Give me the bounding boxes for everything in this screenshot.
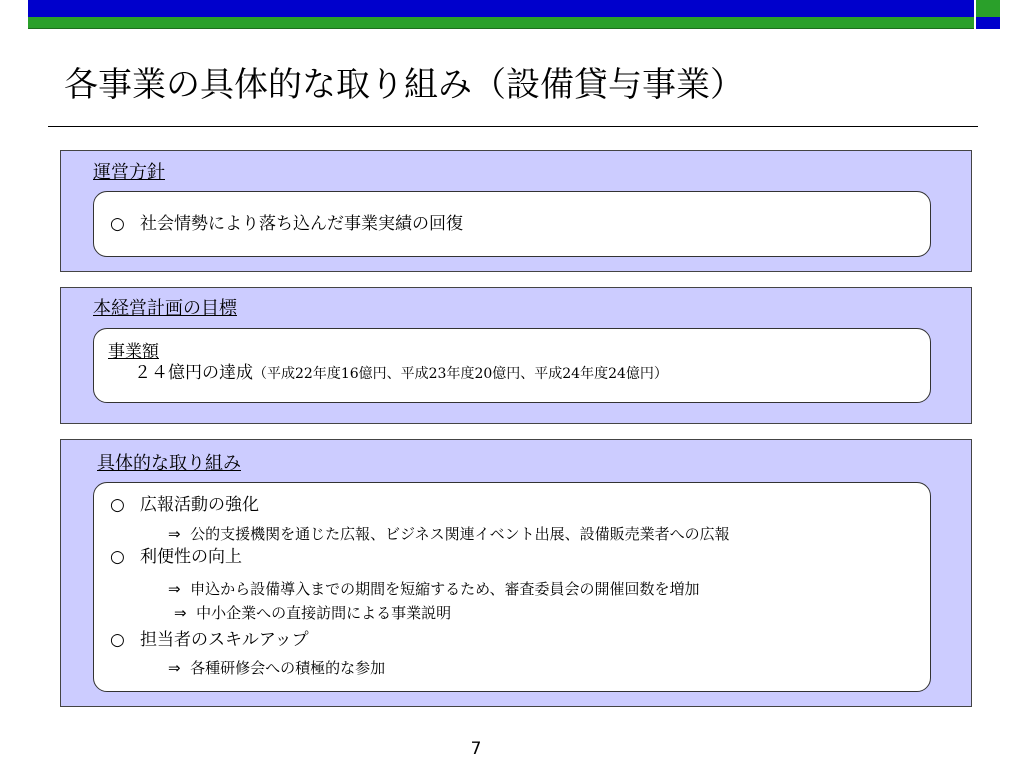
- target-heading: 本経営計画の目標: [93, 298, 237, 319]
- initiative-sub-text: 公的支援機関を通じた広報、ビジネス関連イベント出展、設備販売業者への広報: [190, 525, 730, 543]
- initiative-item: [110, 546, 242, 568]
- initiative-sub-item: [174, 602, 451, 624]
- header-bar-green: [28, 17, 974, 29]
- initiatives-card: [93, 482, 931, 692]
- initiatives-panel: [60, 439, 972, 707]
- title-divider: [48, 126, 978, 127]
- policy-panel: [60, 150, 972, 272]
- bullet-icon: ○: [110, 495, 125, 515]
- initiative-sub-text: 各種研修会への積極的な参加: [190, 659, 386, 677]
- page-number: 7: [470, 739, 482, 759]
- policy-card: [93, 191, 931, 257]
- arrow-icon: ⇒: [174, 604, 187, 622]
- target-main-text: ２４億円の達成: [134, 363, 253, 383]
- policy-line: [110, 213, 463, 235]
- initiative-sub-item: [168, 578, 700, 600]
- header-square-blue: [976, 17, 1000, 29]
- slide-title: 各事業の具体的な取り組み（設備貸与事業）: [64, 65, 744, 105]
- initiative-label: 担当者のスキルアップ: [140, 630, 309, 650]
- arrow-icon: ⇒: [168, 580, 181, 598]
- arrow-icon: ⇒: [168, 525, 181, 543]
- initiative-sub-item: [168, 523, 730, 545]
- initiative-sub-item: [168, 657, 385, 679]
- target-sub-heading: 事業額: [108, 342, 159, 362]
- initiative-item: [110, 629, 309, 651]
- initiatives-heading: 具体的な取り組み: [97, 453, 241, 474]
- bullet-icon: ○: [110, 630, 125, 650]
- initiative-label: 広報活動の強化: [140, 495, 259, 515]
- header-bar-blue: [28, 0, 974, 17]
- initiative-item: [110, 494, 259, 516]
- bullet-icon: ○: [110, 547, 125, 567]
- policy-text: 社会情勢により落ち込んだ事業実績の回復: [140, 214, 463, 234]
- initiative-sub-text: 申込から設備導入までの期間を短縮するため、審査委員会の開催回数を増加: [190, 580, 700, 598]
- target-line: [134, 362, 668, 385]
- header-square-green: [976, 0, 1000, 17]
- initiative-sub-text: 中小企業への直接訪問による事業説明: [196, 604, 452, 622]
- arrow-icon: ⇒: [168, 659, 181, 677]
- target-detail-text: （平成22年度16億円、平成23年度20億円、平成24年度24億円）: [253, 366, 668, 382]
- target-card: [93, 328, 931, 403]
- initiative-label: 利便性の向上: [140, 547, 242, 567]
- target-panel: [60, 287, 972, 424]
- bullet-icon: ○: [110, 214, 125, 234]
- policy-heading: 運営方針: [93, 162, 165, 183]
